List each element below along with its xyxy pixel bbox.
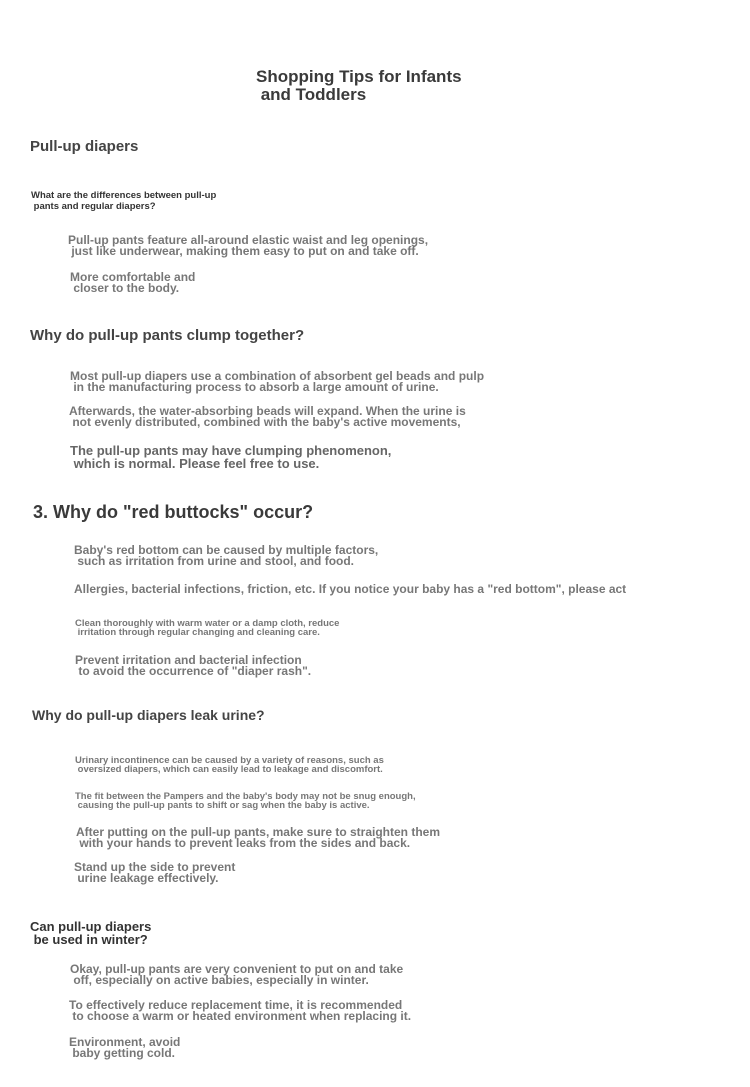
paragraph: Urinary incontinence can be caused by a variety of reasons, such as oversized diapers, which can easily lead to leakage and discomfort.: [75, 755, 384, 775]
paragraph: Pull-up pants feature all-around elastic waist and leg openings, just like underwear, making them easy to put on and take off.: [68, 233, 429, 258]
section-heading: 3. Why do "red buttocks" occur?: [33, 502, 314, 522]
section-heading: Can pull-up diapers be used in winter?: [30, 919, 152, 947]
paragraph: Prevent irritation and bacterial infection to avoid the occurrence of "diaper rash".: [75, 653, 312, 678]
paragraph: The pull-up pants may have clumping phenomenon, which is normal. Please feel free to use.: [70, 443, 392, 471]
paragraph: Clean thoroughly with warm water or a damp cloth, reduce irritation through regular changing and cleaning care.: [75, 618, 340, 638]
paragraph: Environment, avoid baby getting cold.: [69, 1035, 181, 1060]
paragraph: More comfortable and closer to the body.: [70, 270, 196, 295]
paragraph: Baby's red bottom can be caused by multiple factors, such as irritation from urine and stool, and food.: [74, 543, 379, 568]
paragraph: Stand up the side to prevent urine leakage effectively.: [74, 860, 236, 885]
paragraph: To effectively reduce replacement time, it is recommended to choose a warm or heated environment when replacing it.: [69, 998, 412, 1023]
section-heading: Pull-up diapers: [30, 138, 139, 155]
section-heading: Why do pull-up pants clump together?: [30, 327, 305, 344]
paragraph: The fit between the Pampers and the baby's body may not be snug enough, causing the pull-up pants to shift or sag when the baby is active.: [75, 791, 416, 811]
paragraph: After putting on the pull-up pants, make sure to straighten them with your hands to prevent leaks from the sides and back.: [76, 825, 441, 850]
paragraph: Most pull-up diapers use a combination of absorbent gel beads and pulp in the manufacturing process to absorb a large amount of urine.: [70, 369, 485, 394]
paragraph: Afterwards, the water-absorbing beads will expand. When the urine is not evenly distributed, combined with the baby's active movements,: [69, 404, 466, 429]
page-title: Shopping Tips for Infants and Toddlers: [256, 67, 462, 104]
paragraph: Allergies, bacterial infections, friction, etc. If you notice your baby has a "red bottom", please act: [74, 582, 627, 596]
section-heading: Why do pull-up diapers leak urine?: [32, 707, 265, 723]
section-question: What are the differences between pull-up pants and regular diapers?: [31, 190, 217, 212]
paragraph: Okay, pull-up pants are very convenient to put on and take off, especially on active babies, especially in winter.: [70, 962, 404, 987]
